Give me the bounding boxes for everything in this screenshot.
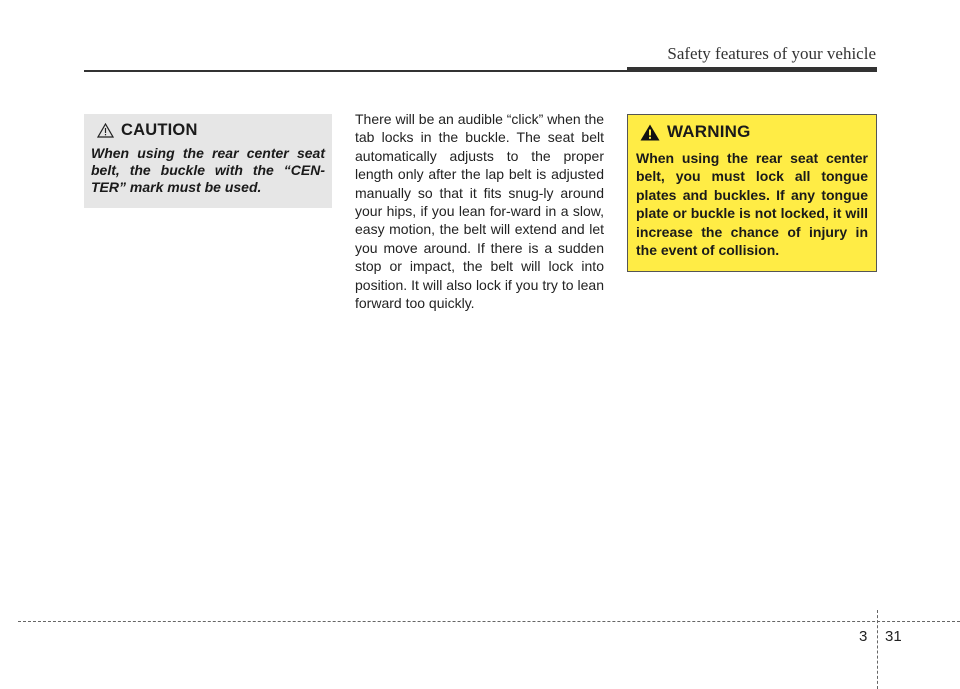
section-title: Safety features of your vehicle bbox=[667, 44, 876, 63]
page-number: 31 bbox=[885, 628, 902, 645]
caution-title: CAUTION bbox=[121, 120, 198, 139]
warning-header bbox=[640, 121, 868, 143]
warning-triangle-outline-icon bbox=[97, 123, 114, 138]
footer-rule bbox=[18, 621, 960, 622]
warning-triangle-filled-icon bbox=[640, 124, 660, 141]
chapter-number: 3 bbox=[859, 628, 868, 645]
page-number-divider bbox=[877, 610, 878, 689]
warning-title: WARNING bbox=[667, 122, 751, 141]
header-rule-accent bbox=[627, 67, 877, 72]
warning-text: When using the rear seat center belt, you must lock all tongue plates and buckles. If any tongue plate or buckle is not locked, it will increase the chance of injury in the event of collision. bbox=[636, 150, 868, 259]
warning-box bbox=[627, 114, 877, 272]
body-paragraph: There will be an audible “click” when the tab locks in the buckle. The seat belt automatically adjusts to the proper length only after the lap belt is adjusted manually so that it fits snug-ly around your hips, if you lean for-ward in a slow, easy motion, the belt will extend and let you move around. If there is a sudden stop or impact, the belt will lock into position. It will also lock if you try to lean forward too quickly. bbox=[355, 111, 605, 312]
caution-header bbox=[97, 120, 325, 140]
caution-text: When using the rear center seat belt, the buckle with the “CEN-TER” mark must be used. bbox=[91, 145, 325, 195]
caution-box bbox=[84, 114, 332, 208]
